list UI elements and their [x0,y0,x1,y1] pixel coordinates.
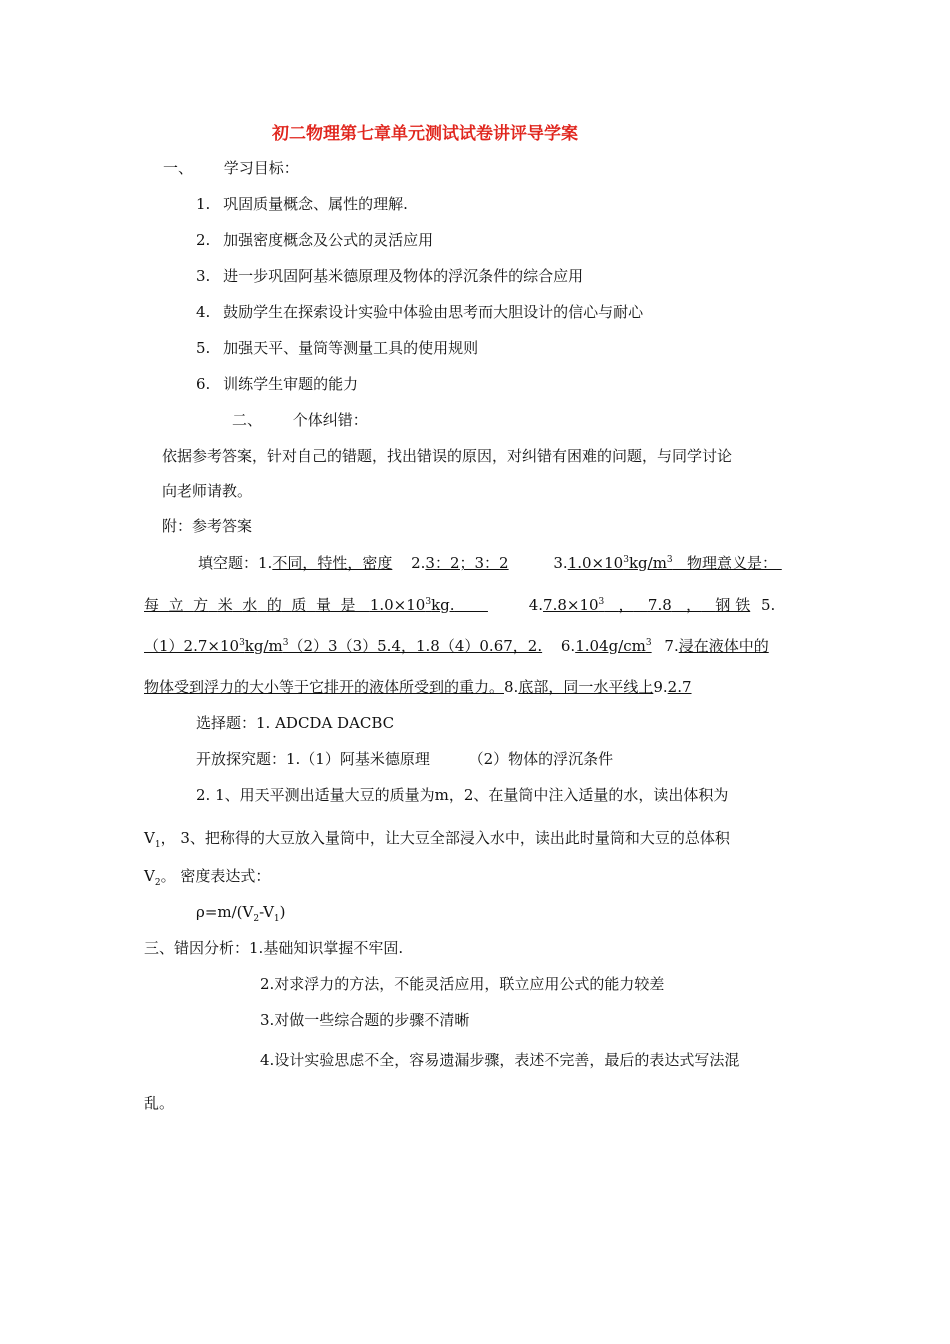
goal-item [196,374,358,394]
fill-answer-6-base: 1.04g/cm [575,637,646,655]
meaning-char: 水 [242,596,258,614]
goal-item [196,302,643,322]
goal-number: 4. [196,303,211,321]
fill-answer-5-unit-exp: 3 [282,638,289,648]
meaning-char: 量 [315,596,331,614]
fill-answer-3-exp: 3 [623,555,629,565]
goal-number: 1. [196,195,211,213]
fill-answer-3-base: 1.0×10 [567,554,624,572]
fill-answer-2: 3：2；3：2 [425,554,509,572]
error-cause-item: 2.对求浮力的方法，不能灵活应用，联立应用公式的能力较差 [260,975,665,993]
fill-label: 填空题：1. [198,554,273,572]
choice-answers: 选择题：1. ADCDA DACBC [196,714,395,732]
formula-subscript: 2 [253,914,260,924]
goal-item [196,338,478,358]
goal-number: 2. [196,231,211,249]
section-2-paragraph-line: 向老师请教。 [162,482,253,500]
meaning-char: 每 [144,596,160,614]
fill-answer-5-part1: （1）2.7×10 [144,637,240,655]
fill-answers-line-1 [198,553,782,573]
density-formula [196,902,286,922]
formula-part: ) [279,903,286,921]
fill-answer-4-sep: ， [618,596,634,614]
fill-answer-8: 底部，同一水平线上 [518,678,654,696]
fill-answer-4 [543,596,750,614]
error-cause-item: 1.基础知识掌握不牢固. [249,939,404,957]
fill-answer-6-exp: 3 [645,638,652,648]
fill-answer-5 [144,637,542,655]
meaning-char: 是 [340,596,356,614]
fill-answer-4-sep: ， [686,596,702,614]
fill-q9: 9. [653,678,668,696]
fill-q8: 8. [504,678,519,696]
fill-answer-5-unit: kg/m [244,637,283,655]
fill-q5: 5. [760,596,776,614]
meaning-value-unit: kg. [431,596,455,614]
goal-number: 5. [196,339,211,357]
fill-answer-3-unit-exp: 3 [666,555,673,565]
goal-text: 训练学生审题的能力 [223,375,359,393]
section-2-paragraph-line: 依据参考答案，针对自己的错题，找出错误的原因，对纠错有困难的问题，与同学讨论 [162,447,733,465]
open-answers-line-1 [196,749,613,769]
section-3-heading [144,938,403,958]
volume-subscript: 2 [154,878,161,888]
meaning-char: 立 [168,596,184,614]
section-1-heading [163,158,299,178]
open-answer-2-text: ， 3、把称得的大豆放入量筒中，让大豆全部浸入水中，读出此时量筒和大豆的总体积 [160,829,730,847]
fill-answers-line-4 [144,677,692,697]
fill-q2: 2. [411,554,426,572]
goal-item [196,230,433,250]
goal-text: 加强密度概念及公式的灵活应用 [223,231,434,249]
formula-part: ρ=m/(V [196,903,254,921]
meaning-char: 质 [291,596,307,614]
goal-text: 巩固质量概念、属性的理解. [223,195,408,213]
meaning-char: 米 [217,596,233,614]
goal-item [196,266,583,286]
document-title: 初二物理第七章单元测试试卷讲评导学案 [272,124,578,144]
fill-answers-line-3 [144,636,769,656]
fill-answer-5-exp: 3 [239,638,245,648]
volume-subscript: 1 [154,840,161,850]
fill-answer-5-rest: （2）3（3）5.4，1.8（4）0.67，2. [288,637,543,655]
error-cause-item-continuation: 乱。 [144,1094,175,1112]
fill-answer-4-exp: 3 [598,597,605,607]
open-answer-2-line-2 [144,828,730,848]
meaning-value-exp: 3 [425,597,432,607]
fill-answer-7-part1: 浸在液体中的 [678,637,769,655]
fill-answers-line-2 [144,595,775,615]
volume-symbol: V [144,829,155,847]
fill-answer-3 [568,554,782,572]
fill-answer-6 [575,637,651,655]
answer-key-label: 附：参考答案 [162,517,253,535]
fill-answer-4-value: 7.8 [647,596,672,614]
fill-q4: 4. [528,596,544,614]
fill-answer-3-meaning [144,596,488,614]
goal-number: 6. [196,375,211,393]
fill-q3: 3. [553,554,568,572]
fill-answer-4-base: 7.8×10 [543,596,599,614]
fill-answer-4-material: 钢 铁 [715,596,751,614]
error-cause-item: 3.对做一些综合题的步骤不清晰 [260,1011,470,1029]
open-answer-1b: （2）物体的浮沉条件 [468,750,614,768]
open-answer-1a: 开放探究题：1.（1）阿基米德原理 [196,750,430,768]
fill-q7: 7. [664,637,679,655]
fill-answer-9: 2.7 [667,678,692,696]
goal-text: 加强天平、量筒等测量工具的使用规则 [223,339,479,357]
section-3-label: 三、错因分析： [144,939,250,957]
fill-q6: 6. [560,637,576,655]
meaning-char: 方 [193,596,209,614]
open-answer-2-line-3 [144,866,270,886]
goal-item [196,194,408,214]
formula-part: -V [259,903,274,921]
fill-answer-1: 不同，特性，密度 [272,554,393,572]
volume-symbol: V [144,867,155,885]
open-answer-2-text: 。 密度表达式： [160,867,271,885]
section-1-label: 学习目标： [223,159,299,177]
fill-answer-7-part2: 物体受到浮力的大小等于它排开的液体所受到的重力。 [144,678,505,696]
fill-answer-3-unit: kg/m [628,554,667,572]
section-2-number: 二、 [232,411,263,429]
meaning-value: 1.0×10 [369,596,426,614]
section-2-label: 个体纠错： [292,411,368,429]
goal-text: 鼓励学生在探索设计实验中体验由思考而大胆设计的信心与耐心 [223,303,644,321]
section-2-heading [232,410,368,430]
open-answer-2-line-1: 2. 1、用天平测出适量大豆的质量为m，2、在量筒中注入适量的水，读出体积为 [196,786,729,804]
goal-text: 进一步巩固阿基米德原理及物体的浮沉条件的综合应用 [223,267,584,285]
section-1-number: 一、 [163,159,194,177]
fill-answer-3-tail: 物理意义是： [686,554,777,572]
formula-subscript: 1 [273,914,280,924]
meaning-char: 的 [266,596,282,614]
goal-number: 3. [196,267,211,285]
error-cause-item: 4.设计实验思虑不全，容易遗漏步骤，表述不完善，最后的表达式写法混 [260,1051,740,1069]
